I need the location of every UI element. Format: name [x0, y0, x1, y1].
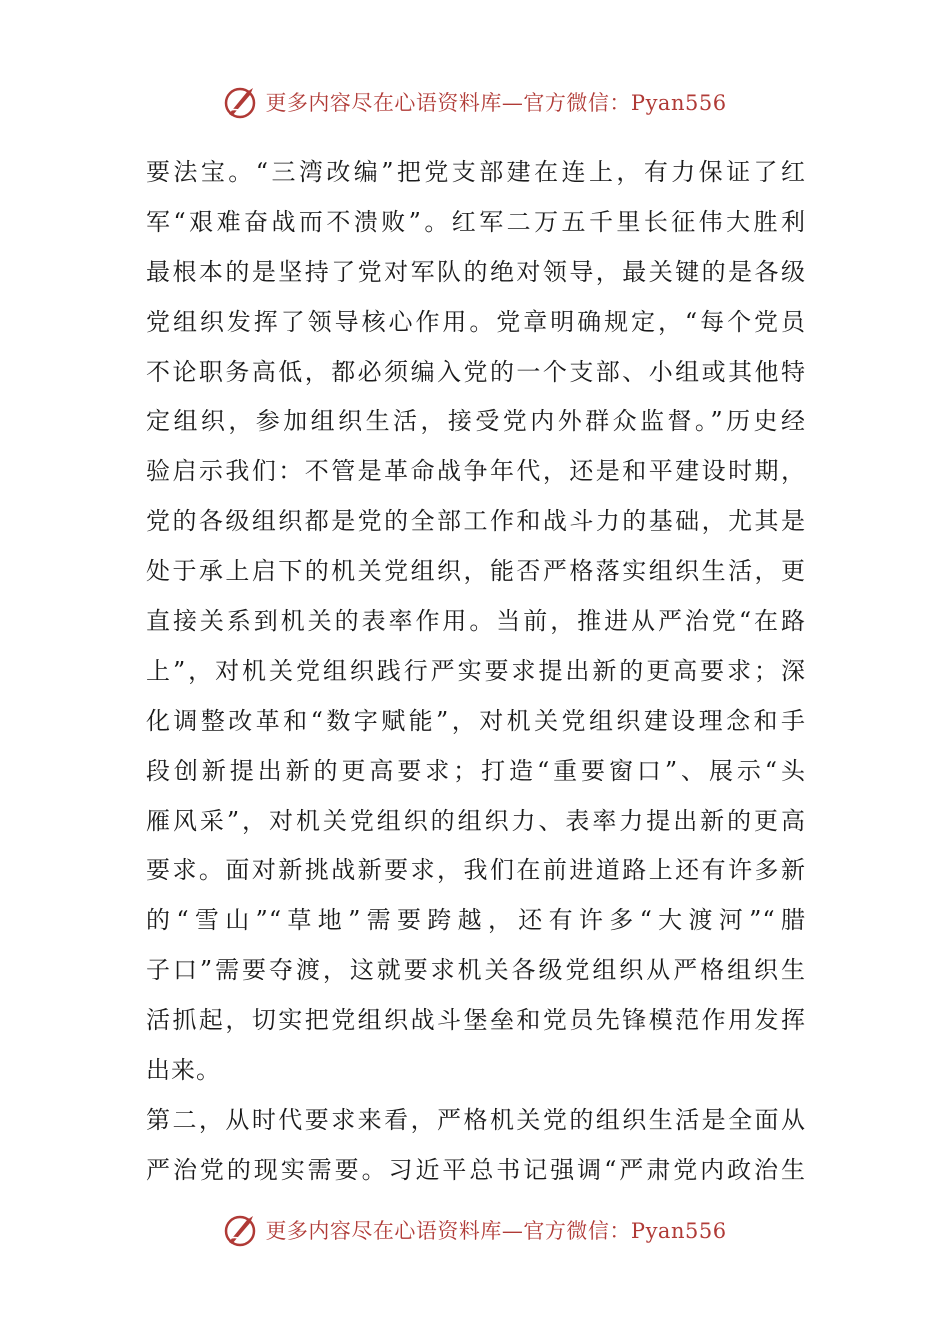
body-line: 验启示我们：不管是革命战争年代，还是和平建设时期， [146, 457, 806, 486]
body-line: 的“雪山”“草地”需要跨越，还有许多“大渡河”“腊 [146, 906, 806, 935]
body-line: 军“艰难奋战而不溃败”。红军二万五千里长征伟大胜利 [146, 207, 806, 236]
body-line: 要求。面对新挑战新要求，我们在前进道路上还有许多新 [146, 856, 806, 885]
body-line: 化调整改革和“数字赋能”，对机关党组织建设理念和手 [146, 706, 806, 735]
body-line: 处于承上启下的机关党组织，能否严格落实组织生活，更 [146, 557, 806, 586]
footer-banner-text: 更多内容尽在心语资料库—官方微信：Pyan556 [265, 1219, 727, 1243]
body-line: 直接关系到机关的表率作用。当前，推进从严治党“在路 [146, 607, 806, 636]
body-line: 上”，对机关党组织践行严实要求提出新的更高要求；深 [146, 656, 806, 685]
body-line: 第二，从时代要求来看，严格机关党的组织生活是全面从 [146, 1105, 806, 1134]
header-banner [0, 80, 950, 124]
body-line: 最根本的是坚持了党对军队的绝对领导，最关键的是各级 [146, 257, 806, 286]
pen-logo-icon [223, 84, 259, 120]
body-line: 活抓起，切实把党组织战斗堡垒和党员先锋模范作用发挥 [146, 1006, 806, 1035]
pen-logo-icon [223, 1212, 259, 1248]
body-line: 党的各级组织都是党的全部工作和战斗力的基础，尤其是 [146, 507, 806, 536]
body-line: 定组织，参加组织生活，接受党内外群众监督。”历史经 [146, 407, 806, 436]
body-line: 严治党的现实需要。习近平总书记强调“严肃党内政治生 [146, 1155, 806, 1184]
body-line: 不论职务高低，都必须编入党的一个支部、小组或其他特 [146, 357, 806, 386]
body-line: 要法宝。“三湾改编”把党支部建在连上，有力保证了红 [146, 158, 806, 186]
body-line: 段创新提出新的更高要求；打造“重要窗口”、展示“头 [146, 756, 806, 785]
header-banner-text: 更多内容尽在心语资料库—官方微信：Pyan556 [265, 91, 727, 115]
body-line: 党组织发挥了领导核心作用。党章明确规定，“每个党员 [146, 307, 806, 336]
document-body [146, 148, 806, 1196]
body-line: 子口”需要夺渡，这就要求机关各级党组织从严格组织生 [146, 956, 806, 985]
body-line: 雁风采”，对机关党组织的组织力、表率力提出新的更高 [146, 806, 806, 835]
body-line: 出来。 [146, 1056, 221, 1085]
footer-banner [0, 1208, 950, 1252]
